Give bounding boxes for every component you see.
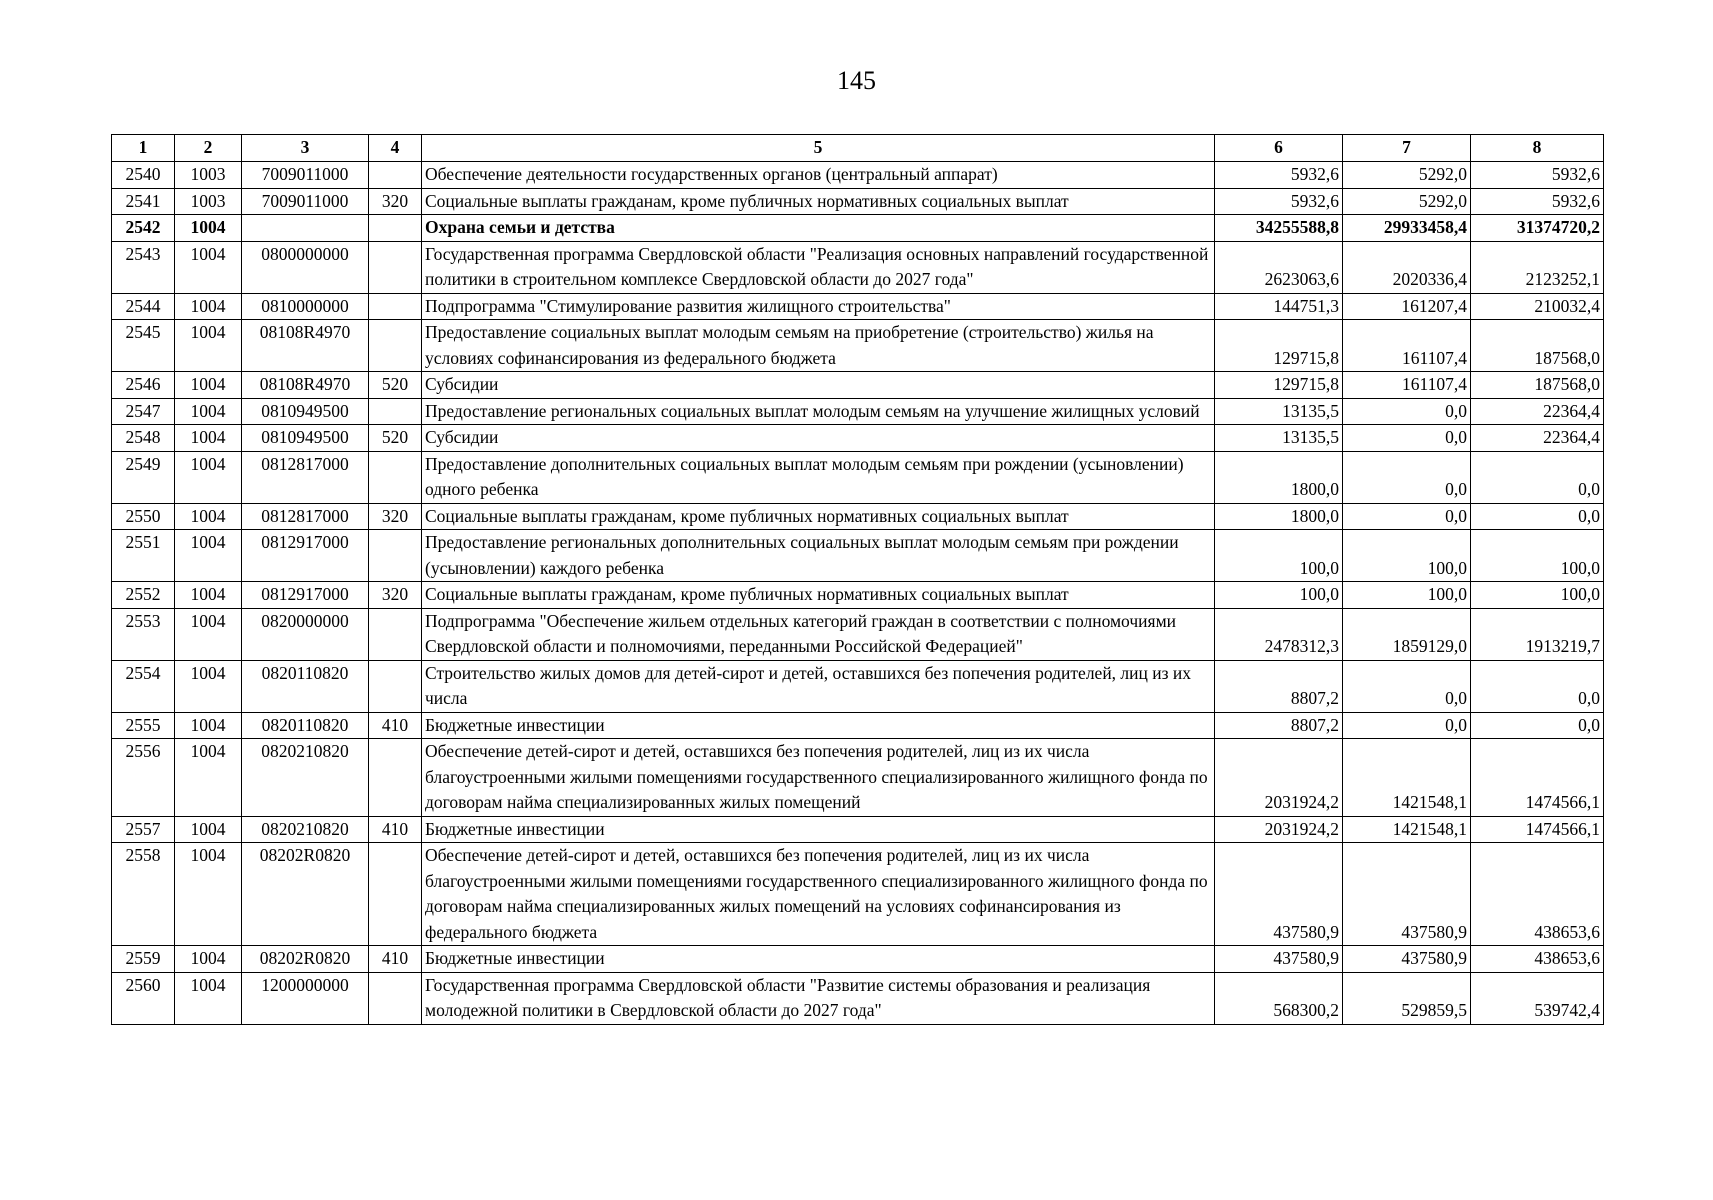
amount-col7-cell: 5292,0 bbox=[1343, 162, 1471, 189]
amount-col7-cell: 5292,0 bbox=[1343, 188, 1471, 215]
amount-col6-cell: 100,0 bbox=[1215, 530, 1343, 582]
header-cell: 1 bbox=[112, 135, 175, 162]
item-name-cell: Строительство жилых домов для детей-сирот и детей, оставшихся без попечения родителей, лиц из их числа bbox=[422, 660, 1215, 712]
target-article-cell: 08202R0820 bbox=[242, 946, 369, 973]
target-article-cell: 0800000000 bbox=[242, 241, 369, 293]
amount-col8-cell: 0,0 bbox=[1471, 660, 1604, 712]
target-article-cell: 0810000000 bbox=[242, 293, 369, 320]
header-cell: 6 bbox=[1215, 135, 1343, 162]
amount-col8-cell: 22364,4 bbox=[1471, 398, 1604, 425]
amount-col8-cell: 1474566,1 bbox=[1471, 739, 1604, 817]
section-code-cell: 1004 bbox=[175, 320, 242, 372]
row-number-cell: 2560 bbox=[112, 972, 175, 1024]
amount-col8-cell: 100,0 bbox=[1471, 582, 1604, 609]
expense-type-cell bbox=[369, 660, 422, 712]
expense-type-cell bbox=[369, 215, 422, 242]
amount-col8-cell: 0,0 bbox=[1471, 503, 1604, 530]
expense-type-cell: 520 bbox=[369, 372, 422, 399]
page-number: 145 bbox=[837, 66, 876, 95]
amount-col8-cell: 5932,6 bbox=[1471, 188, 1604, 215]
expense-type-cell bbox=[369, 972, 422, 1024]
amount-col6-cell: 1800,0 bbox=[1215, 503, 1343, 530]
row-number-cell: 2541 bbox=[112, 188, 175, 215]
amount-col8-cell: 31374720,2 bbox=[1471, 215, 1604, 242]
section-code-cell: 1003 bbox=[175, 162, 242, 189]
target-article-cell: 0812817000 bbox=[242, 451, 369, 503]
table-row bbox=[112, 608, 1604, 660]
amount-col7-cell: 161207,4 bbox=[1343, 293, 1471, 320]
section-code-cell: 1004 bbox=[175, 582, 242, 609]
header-row bbox=[112, 135, 1604, 162]
row-number-cell: 2546 bbox=[112, 372, 175, 399]
section-code-cell: 1003 bbox=[175, 188, 242, 215]
target-article-cell: 0820000000 bbox=[242, 608, 369, 660]
table-row bbox=[112, 843, 1604, 946]
expense-type-cell bbox=[369, 241, 422, 293]
target-article-cell: 1200000000 bbox=[242, 972, 369, 1024]
amount-col7-cell: 1421548,1 bbox=[1343, 739, 1471, 817]
expense-type-cell bbox=[369, 739, 422, 817]
item-name-cell: Подпрограмма "Обеспечение жильем отдельных категорий граждан в соответствии с полномочиями Свердловской области и полномочиями, переданными Российской Федерацией" bbox=[422, 608, 1215, 660]
amount-col6-cell: 144751,3 bbox=[1215, 293, 1343, 320]
amount-col7-cell: 161107,4 bbox=[1343, 320, 1471, 372]
amount-col8-cell: 438653,6 bbox=[1471, 843, 1604, 946]
table-row bbox=[112, 162, 1604, 189]
table-row bbox=[112, 739, 1604, 817]
amount-col8-cell: 1474566,1 bbox=[1471, 816, 1604, 843]
amount-col8-cell: 5932,6 bbox=[1471, 162, 1604, 189]
table-row bbox=[112, 816, 1604, 843]
target-article-cell: 0812817000 bbox=[242, 503, 369, 530]
item-name-cell: Обеспечение детей-сирот и детей, оставшихся без попечения родителей, лиц из их числа благоустроенными жилыми помещениями государственного специализированного жилищного фонда по договорам найма специализированных жилых помещений bbox=[422, 739, 1215, 817]
item-name-cell: Подпрограмма "Стимулирование развития жилищного строительства" bbox=[422, 293, 1215, 320]
row-number-cell: 2553 bbox=[112, 608, 175, 660]
expense-type-cell: 410 bbox=[369, 816, 422, 843]
expense-type-cell bbox=[369, 608, 422, 660]
item-name-cell: Социальные выплаты гражданам, кроме публичных нормативных социальных выплат bbox=[422, 188, 1215, 215]
row-number-cell: 2557 bbox=[112, 816, 175, 843]
expense-type-cell: 320 bbox=[369, 582, 422, 609]
header-cell: 7 bbox=[1343, 135, 1471, 162]
section-code-cell: 1004 bbox=[175, 293, 242, 320]
table-row bbox=[112, 503, 1604, 530]
table-row bbox=[112, 241, 1604, 293]
target-article-cell: 0810949500 bbox=[242, 398, 369, 425]
section-code-cell: 1004 bbox=[175, 215, 242, 242]
section-code-cell: 1004 bbox=[175, 372, 242, 399]
table-row bbox=[112, 712, 1604, 739]
amount-col7-cell: 529859,5 bbox=[1343, 972, 1471, 1024]
amount-col6-cell: 1800,0 bbox=[1215, 451, 1343, 503]
table-row bbox=[112, 372, 1604, 399]
row-number-cell: 2545 bbox=[112, 320, 175, 372]
amount-col8-cell: 0,0 bbox=[1471, 712, 1604, 739]
amount-col7-cell: 1859129,0 bbox=[1343, 608, 1471, 660]
amount-col6-cell: 13135,5 bbox=[1215, 398, 1343, 425]
section-code-cell: 1004 bbox=[175, 816, 242, 843]
amount-col6-cell: 568300,2 bbox=[1215, 972, 1343, 1024]
target-article-cell bbox=[242, 215, 369, 242]
target-article-cell: 0820210820 bbox=[242, 816, 369, 843]
expense-type-cell bbox=[369, 293, 422, 320]
amount-col6-cell: 5932,6 bbox=[1215, 162, 1343, 189]
item-name-cell: Предоставление региональных социальных выплат молодым семьям на улучшение жилищных условий bbox=[422, 398, 1215, 425]
table-row bbox=[112, 293, 1604, 320]
item-name-cell: Социальные выплаты гражданам, кроме публичных нормативных социальных выплат bbox=[422, 582, 1215, 609]
amount-col6-cell: 437580,9 bbox=[1215, 946, 1343, 973]
row-number-cell: 2549 bbox=[112, 451, 175, 503]
target-article-cell: 0820110820 bbox=[242, 660, 369, 712]
section-code-cell: 1004 bbox=[175, 241, 242, 293]
section-code-cell: 1004 bbox=[175, 451, 242, 503]
amount-col6-cell: 8807,2 bbox=[1215, 660, 1343, 712]
section-code-cell: 1004 bbox=[175, 425, 242, 452]
amount-col8-cell: 187568,0 bbox=[1471, 320, 1604, 372]
amount-col7-cell: 0,0 bbox=[1343, 712, 1471, 739]
expense-type-cell: 410 bbox=[369, 712, 422, 739]
target-article-cell: 7009011000 bbox=[242, 162, 369, 189]
expense-type-cell: 520 bbox=[369, 425, 422, 452]
amount-col6-cell: 2478312,3 bbox=[1215, 608, 1343, 660]
section-code-cell: 1004 bbox=[175, 972, 242, 1024]
section-code-cell: 1004 bbox=[175, 530, 242, 582]
amount-col8-cell: 100,0 bbox=[1471, 530, 1604, 582]
table-row bbox=[112, 530, 1604, 582]
amount-col7-cell: 100,0 bbox=[1343, 530, 1471, 582]
item-name-cell: Охрана семьи и детства bbox=[422, 215, 1215, 242]
amount-col6-cell: 34255588,8 bbox=[1215, 215, 1343, 242]
row-number-cell: 2556 bbox=[112, 739, 175, 817]
header-cell: 8 bbox=[1471, 135, 1604, 162]
expense-type-cell bbox=[369, 398, 422, 425]
header-cell: 4 bbox=[369, 135, 422, 162]
budget-table bbox=[111, 134, 1604, 1025]
amount-col6-cell: 100,0 bbox=[1215, 582, 1343, 609]
section-code-cell: 1004 bbox=[175, 608, 242, 660]
table-row bbox=[112, 582, 1604, 609]
amount-col6-cell: 13135,5 bbox=[1215, 425, 1343, 452]
amount-col7-cell: 0,0 bbox=[1343, 451, 1471, 503]
section-code-cell: 1004 bbox=[175, 739, 242, 817]
amount-col6-cell: 8807,2 bbox=[1215, 712, 1343, 739]
target-article-cell: 0820210820 bbox=[242, 739, 369, 817]
amount-col6-cell: 129715,8 bbox=[1215, 320, 1343, 372]
item-name-cell: Социальные выплаты гражданам, кроме публичных нормативных социальных выплат bbox=[422, 503, 1215, 530]
expense-type-cell bbox=[369, 162, 422, 189]
amount-col7-cell: 2020336,4 bbox=[1343, 241, 1471, 293]
expense-type-cell bbox=[369, 320, 422, 372]
target-article-cell: 0810949500 bbox=[242, 425, 369, 452]
expense-type-cell bbox=[369, 451, 422, 503]
target-article-cell: 08202R0820 bbox=[242, 843, 369, 946]
amount-col7-cell: 437580,9 bbox=[1343, 946, 1471, 973]
row-number-cell: 2552 bbox=[112, 582, 175, 609]
section-code-cell: 1004 bbox=[175, 398, 242, 425]
row-number-cell: 2554 bbox=[112, 660, 175, 712]
amount-col7-cell: 0,0 bbox=[1343, 503, 1471, 530]
item-name-cell: Обеспечение деятельности государственных органов (центральный аппарат) bbox=[422, 162, 1215, 189]
target-article-cell: 0812917000 bbox=[242, 582, 369, 609]
expense-type-cell: 320 bbox=[369, 188, 422, 215]
table-row bbox=[112, 425, 1604, 452]
item-name-cell: Предоставление дополнительных социальных выплат молодым семьям при рождении (усыновлении) одного ребенка bbox=[422, 451, 1215, 503]
row-number-cell: 2543 bbox=[112, 241, 175, 293]
item-name-cell: Бюджетные инвестиции bbox=[422, 946, 1215, 973]
table-row bbox=[112, 946, 1604, 973]
amount-col6-cell: 2031924,2 bbox=[1215, 816, 1343, 843]
amount-col6-cell: 129715,8 bbox=[1215, 372, 1343, 399]
amount-col7-cell: 437580,9 bbox=[1343, 843, 1471, 946]
amount-col8-cell: 1913219,7 bbox=[1471, 608, 1604, 660]
section-code-cell: 1004 bbox=[175, 660, 242, 712]
target-article-cell: 08108R4970 bbox=[242, 320, 369, 372]
section-code-cell: 1004 bbox=[175, 503, 242, 530]
row-number-cell: 2544 bbox=[112, 293, 175, 320]
amount-col7-cell: 29933458,4 bbox=[1343, 215, 1471, 242]
target-article-cell: 0820110820 bbox=[242, 712, 369, 739]
item-name-cell: Обеспечение детей-сирот и детей, оставшихся без попечения родителей, лиц из их числа благоустроенными жилыми помещениями государственного специализированного жилищного фонда по договорам найма специализированных жилых помещений на условиях софинансирования из федерального бюджета bbox=[422, 843, 1215, 946]
amount-col7-cell: 0,0 bbox=[1343, 660, 1471, 712]
item-name-cell: Бюджетные инвестиции bbox=[422, 816, 1215, 843]
amount-col8-cell: 2123252,1 bbox=[1471, 241, 1604, 293]
amount-col7-cell: 0,0 bbox=[1343, 398, 1471, 425]
amount-col7-cell: 0,0 bbox=[1343, 425, 1471, 452]
expense-type-cell: 410 bbox=[369, 946, 422, 973]
section-code-cell: 1004 bbox=[175, 712, 242, 739]
table-row bbox=[112, 451, 1604, 503]
row-number-cell: 2548 bbox=[112, 425, 175, 452]
item-name-cell: Государственная программа Свердловской области "Развитие системы образования и реализация молодежной политики в Свердловской области до 2027 года" bbox=[422, 972, 1215, 1024]
row-number-cell: 2547 bbox=[112, 398, 175, 425]
amount-col6-cell: 5932,6 bbox=[1215, 188, 1343, 215]
amount-col6-cell: 2623063,6 bbox=[1215, 241, 1343, 293]
row-number-cell: 2542 bbox=[112, 215, 175, 242]
item-name-cell: Государственная программа Свердловской области "Реализация основных направлений государственной политики в строительном комплексе Свердловской области до 2027 года" bbox=[422, 241, 1215, 293]
item-name-cell: Бюджетные инвестиции bbox=[422, 712, 1215, 739]
table-row bbox=[112, 972, 1604, 1024]
table-row bbox=[112, 320, 1604, 372]
table-body bbox=[112, 162, 1604, 1025]
expense-type-cell: 320 bbox=[369, 503, 422, 530]
target-article-cell: 08108R4970 bbox=[242, 372, 369, 399]
row-number-cell: 2550 bbox=[112, 503, 175, 530]
target-article-cell: 7009011000 bbox=[242, 188, 369, 215]
amount-col6-cell: 2031924,2 bbox=[1215, 739, 1343, 817]
table-row bbox=[112, 188, 1604, 215]
item-name-cell: Субсидии bbox=[422, 372, 1215, 399]
row-number-cell: 2555 bbox=[112, 712, 175, 739]
section-code-cell: 1004 bbox=[175, 843, 242, 946]
header-cell: 2 bbox=[175, 135, 242, 162]
amount-col8-cell: 438653,6 bbox=[1471, 946, 1604, 973]
table-row bbox=[112, 660, 1604, 712]
row-number-cell: 2540 bbox=[112, 162, 175, 189]
amount-col6-cell: 437580,9 bbox=[1215, 843, 1343, 946]
table-row bbox=[112, 398, 1604, 425]
amount-col8-cell: 22364,4 bbox=[1471, 425, 1604, 452]
amount-col8-cell: 539742,4 bbox=[1471, 972, 1604, 1024]
item-name-cell: Предоставление социальных выплат молодым семьям на приобретение (строительство) жилья на условиях софинансирования из федерального бюджета bbox=[422, 320, 1215, 372]
item-name-cell: Субсидии bbox=[422, 425, 1215, 452]
amount-col7-cell: 161107,4 bbox=[1343, 372, 1471, 399]
row-number-cell: 2559 bbox=[112, 946, 175, 973]
header-cell: 3 bbox=[242, 135, 369, 162]
expense-type-cell bbox=[369, 843, 422, 946]
section-code-cell: 1004 bbox=[175, 946, 242, 973]
amount-col8-cell: 187568,0 bbox=[1471, 372, 1604, 399]
amount-col8-cell: 210032,4 bbox=[1471, 293, 1604, 320]
item-name-cell: Предоставление региональных дополнительных социальных выплат молодым семьям при рождении (усыновлении) каждого ребенка bbox=[422, 530, 1215, 582]
amount-col7-cell: 1421548,1 bbox=[1343, 816, 1471, 843]
table-row bbox=[112, 215, 1604, 242]
header-cell: 5 bbox=[422, 135, 1215, 162]
amount-col7-cell: 100,0 bbox=[1343, 582, 1471, 609]
amount-col8-cell: 0,0 bbox=[1471, 451, 1604, 503]
row-number-cell: 2558 bbox=[112, 843, 175, 946]
row-number-cell: 2551 bbox=[112, 530, 175, 582]
expense-type-cell bbox=[369, 530, 422, 582]
target-article-cell: 0812917000 bbox=[242, 530, 369, 582]
